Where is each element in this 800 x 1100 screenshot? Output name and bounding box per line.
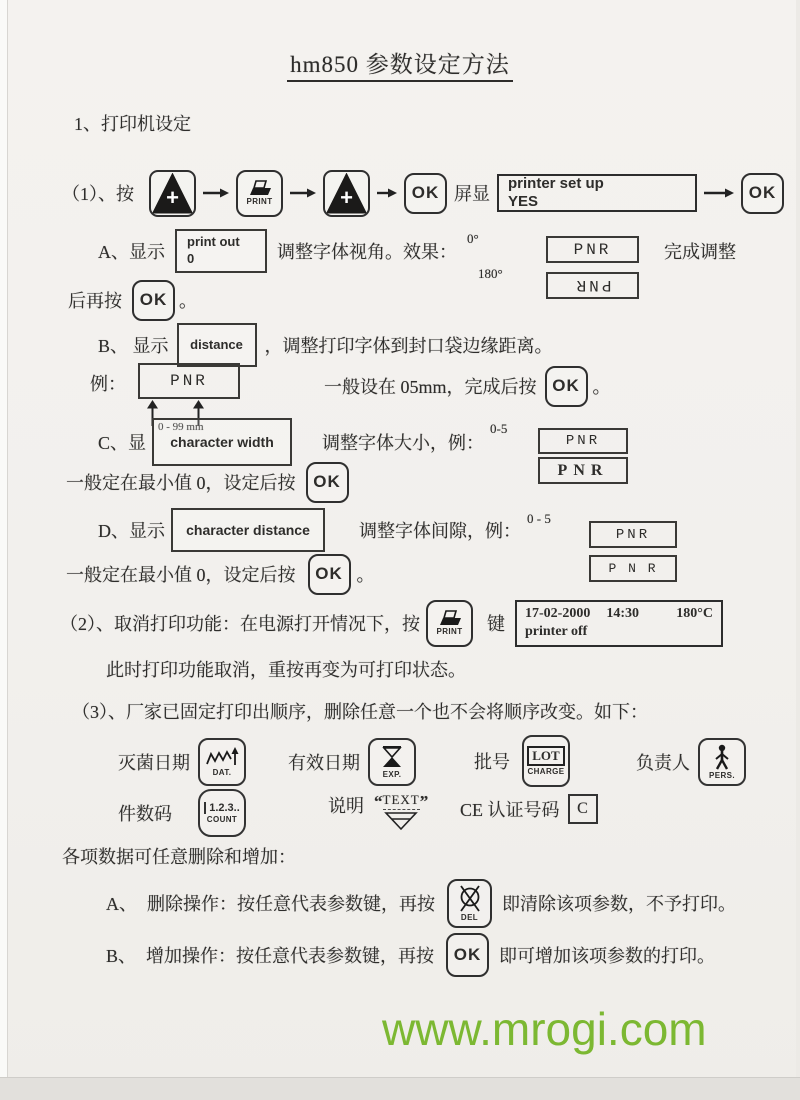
param-text bbox=[328, 792, 428, 831]
count-key bbox=[198, 789, 246, 837]
item-a-done: 完成调整 bbox=[664, 242, 736, 262]
arrow-right-icon bbox=[290, 187, 316, 199]
arrow-right-icon bbox=[704, 187, 734, 199]
section-2-row bbox=[60, 597, 723, 649]
pnr-sample-0deg: PNR bbox=[546, 236, 639, 263]
lot-key bbox=[522, 735, 570, 787]
page-title bbox=[0, 46, 800, 79]
wave-arrow-icon bbox=[205, 747, 239, 767]
item-b-tail: 一般设在 05mm，完成后按 bbox=[324, 377, 537, 397]
screen-show-label: 屏显 bbox=[454, 184, 490, 204]
item-c-text: 调整字体大小，例： bbox=[322, 433, 485, 453]
param-box-print-out bbox=[175, 229, 267, 273]
lcd-display-status bbox=[515, 600, 723, 647]
ce-label: CE 认证号码 bbox=[460, 800, 560, 820]
item-b-lead: B、 显示 bbox=[98, 336, 169, 356]
period: 。 bbox=[592, 377, 611, 397]
item-c-row2 bbox=[66, 460, 349, 504]
display-line1: printer set up bbox=[508, 175, 604, 192]
lot-caption: CHARGE bbox=[527, 767, 565, 776]
pnr-sample-spaced: P N R bbox=[589, 555, 677, 582]
ok-key: OK bbox=[308, 554, 351, 595]
print-key-label: PRINT bbox=[246, 197, 273, 206]
pers-caption: PERS. bbox=[708, 771, 735, 780]
printer-icon bbox=[437, 610, 463, 626]
ok-key: OK bbox=[741, 173, 784, 214]
param-box-line2: 0 bbox=[187, 251, 195, 266]
op-add-row bbox=[106, 928, 715, 982]
section-3-note: 各项数据可任意删除和增加： bbox=[62, 847, 296, 867]
printer-icon bbox=[247, 180, 273, 196]
dat-key bbox=[198, 738, 246, 786]
ok-key: OK bbox=[306, 462, 349, 503]
op-add-text: 增加操作：按任意代表参数键，再按 bbox=[146, 946, 435, 966]
pnr-sample-small: PNR bbox=[538, 428, 628, 454]
del-caption: DEL bbox=[460, 912, 479, 922]
exp-caption: EXP. bbox=[382, 770, 402, 779]
pnr-sample-large: PNR bbox=[538, 457, 628, 484]
param-lot-number bbox=[474, 735, 570, 787]
item-a-lead: A、显示 bbox=[98, 242, 165, 262]
ce-box: C bbox=[568, 794, 598, 824]
scan-edge-left bbox=[0, 0, 8, 1100]
triangle-plus-key bbox=[323, 170, 370, 217]
display-status: printer off bbox=[525, 624, 588, 640]
op-delete-text: 删除操作：按任意代表参数键，再按 bbox=[147, 894, 435, 914]
count-digits: 1.2.3.. bbox=[204, 802, 240, 814]
param-count bbox=[118, 788, 246, 838]
ok-key: OK bbox=[132, 280, 175, 321]
pers-label: 负责人 bbox=[636, 753, 690, 773]
print-key bbox=[426, 600, 473, 647]
param-expiry-date bbox=[288, 737, 416, 787]
angle-0-label: 0° bbox=[467, 231, 479, 246]
display-line2: YES bbox=[508, 193, 539, 210]
item-a-text: 调整字体视角。效果： bbox=[277, 242, 457, 262]
step1-row bbox=[62, 167, 784, 219]
pnr-sample-distance: PNR bbox=[138, 363, 240, 399]
text-word: TEXT bbox=[383, 792, 420, 810]
lot-box: LOT bbox=[527, 746, 564, 766]
display-time: 14:30 bbox=[606, 605, 639, 621]
hourglass-icon bbox=[380, 745, 404, 769]
op-add-lead: B、 bbox=[106, 946, 137, 966]
print-key-label: PRINT bbox=[436, 627, 463, 636]
item-a-row2 bbox=[68, 278, 197, 322]
display-line1 bbox=[525, 605, 713, 624]
item-a-then: 后再按 bbox=[68, 291, 122, 311]
quote-open: “ bbox=[374, 792, 383, 811]
arrow-right-icon bbox=[203, 187, 229, 199]
pers-key bbox=[698, 738, 746, 786]
count-caption: COUNT bbox=[206, 815, 238, 824]
exp-label: 有效日期 bbox=[288, 753, 360, 773]
dat-label: 灭菌日期 bbox=[118, 753, 190, 773]
pnr-sample-tight: PNR bbox=[589, 521, 677, 548]
period: 。 bbox=[356, 565, 375, 585]
dat-caption: DAT. bbox=[212, 768, 232, 777]
text-symbol bbox=[383, 792, 420, 831]
item-b-row bbox=[98, 322, 553, 368]
exp-key bbox=[368, 738, 416, 786]
section-3-heading: （3）、厂家已固定打印出顺序，删除任意一个也不会将顺序改变。如下： bbox=[72, 702, 648, 722]
scan-edge-right bbox=[796, 0, 800, 1100]
size-range-label: 0-5 bbox=[490, 421, 508, 436]
item-d-row2 bbox=[66, 552, 375, 596]
op-delete-lead: A、 bbox=[106, 894, 137, 914]
section-1-heading: 1、打印机设定 bbox=[74, 114, 191, 134]
lcd-display-setup bbox=[497, 174, 697, 212]
crossed-circle-icon bbox=[456, 885, 484, 913]
item-d-text: 调整字体间隙，例： bbox=[359, 521, 521, 541]
page-title-text: hm850 参数设定方法 bbox=[287, 52, 513, 82]
period: 。 bbox=[179, 291, 197, 311]
param-box-distance: distance bbox=[177, 323, 257, 367]
item-b-row2 bbox=[324, 365, 611, 407]
param-sterilization-date bbox=[118, 737, 246, 787]
ok-key: OK bbox=[404, 173, 447, 214]
pnr-sample-180deg: PNR bbox=[546, 272, 639, 299]
item-d-tail: 一般定在最小值 0，设定后按 bbox=[66, 565, 296, 585]
item-b-example: 例： bbox=[90, 374, 126, 394]
lot-label: 批号 bbox=[474, 752, 510, 772]
section-2-note: 此时打印功能取消，重按再变为可打印状态。 bbox=[106, 660, 466, 680]
angle-180-label: 180° bbox=[478, 266, 503, 281]
param-ce-number bbox=[460, 792, 598, 826]
display-date: 17-02-2000 bbox=[525, 605, 591, 621]
item-c-lead: C、显 bbox=[98, 433, 147, 453]
quote-close: ” bbox=[419, 792, 429, 811]
watermark: www.mrogi.com bbox=[382, 1003, 707, 1055]
item-b-text: ，调整打印字体到封口袋边缘距离。 bbox=[264, 336, 553, 356]
plus-glyph: + bbox=[340, 184, 353, 210]
section-2-heading: （2）、取消打印功能：在电源打开情况下，按 bbox=[60, 614, 420, 634]
triangle-plus-key bbox=[149, 170, 196, 217]
text-label: 说明 bbox=[328, 796, 364, 816]
item-a-row bbox=[98, 228, 479, 274]
person-icon bbox=[712, 744, 732, 770]
display-temp: 180°C bbox=[676, 605, 713, 621]
item-d-row bbox=[98, 508, 551, 552]
param-box-character-width: character width bbox=[152, 418, 292, 466]
plus-glyph: + bbox=[166, 184, 179, 210]
ok-key: OK bbox=[446, 933, 489, 977]
key-word: 键 bbox=[487, 614, 505, 634]
print-key bbox=[236, 170, 283, 217]
item-c-tail: 一般定在最小值 0，设定后按 bbox=[66, 473, 296, 493]
delete-key bbox=[447, 879, 492, 928]
step1-prefix: （1）、按 bbox=[62, 184, 134, 204]
count-label: 件数码 bbox=[118, 804, 172, 824]
ok-key: OK bbox=[545, 366, 588, 407]
arrow-right-icon bbox=[377, 187, 397, 199]
item-c-row bbox=[98, 418, 507, 466]
gap-range-label: 0 - 5 bbox=[527, 511, 551, 526]
op-add-tail: 即可增加该项参数的打印。 bbox=[499, 946, 716, 966]
op-delete-tail: 即清除该项参数，不予打印。 bbox=[502, 894, 736, 914]
param-box-character-distance: character distance bbox=[171, 508, 325, 552]
item-d-lead: D、显示 bbox=[98, 521, 165, 541]
op-delete-row bbox=[106, 876, 736, 930]
param-person bbox=[636, 737, 746, 787]
param-box-line1: print out bbox=[187, 234, 240, 250]
distance-range-label: 0 - 99 mm bbox=[158, 421, 204, 433]
scan-edge-bottom bbox=[0, 1077, 800, 1100]
funnel-icon bbox=[383, 811, 419, 831]
